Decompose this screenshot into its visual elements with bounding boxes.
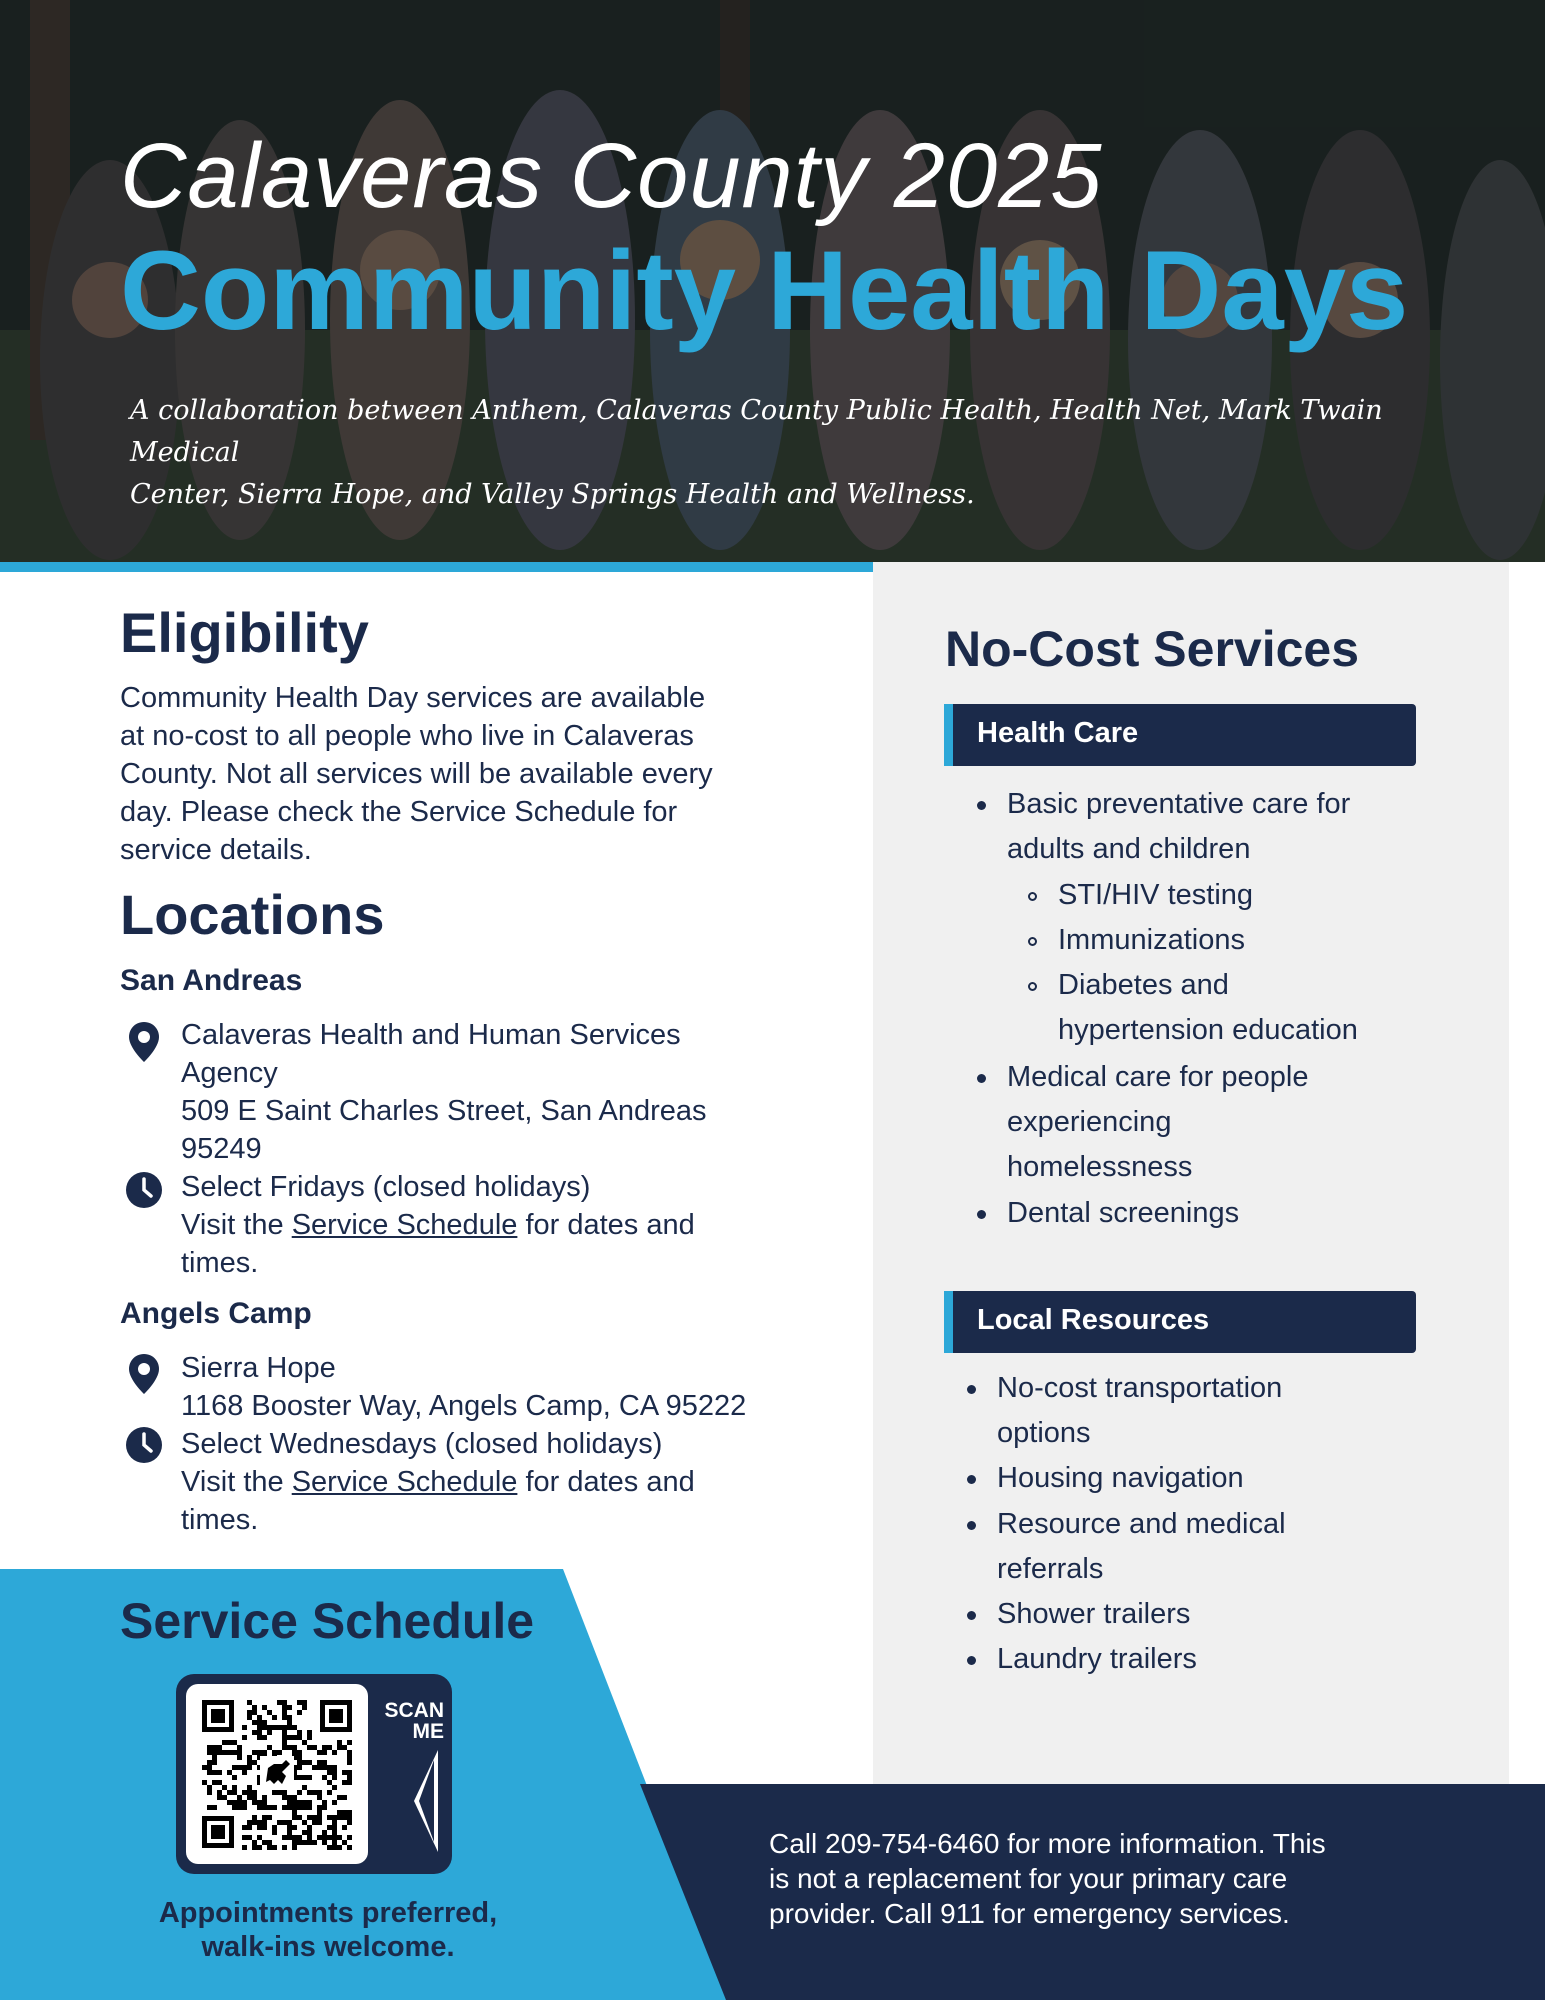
scan-me-label <box>372 1700 444 1742</box>
sub-bullet-icon <box>1028 982 1037 991</box>
address-line: 95249 <box>181 1133 262 1165</box>
scan-line2: ME <box>412 1720 444 1743</box>
visit-end: times. <box>181 1504 259 1536</box>
visit-schedule-line <box>181 1206 695 1244</box>
map-pin-icon <box>124 1352 164 1396</box>
visit-schedule-line <box>181 1463 695 1501</box>
service-item: Basic preventative care for <box>1007 788 1351 820</box>
appointments-line1: Appointments preferred, <box>158 1897 498 1929</box>
hero-subtitle <box>130 390 1430 516</box>
service-item: Medical care for people <box>1007 1061 1309 1093</box>
footer-line: is not a replacement for your primary care <box>769 1863 1288 1894</box>
sub-bullet-icon <box>1028 937 1037 946</box>
location-name-angels-camp: Angels Camp <box>120 1297 312 1330</box>
bullet-icon <box>977 1074 986 1083</box>
service-schedule-link[interactable]: Service Schedule <box>291 1209 518 1241</box>
qr-code-area <box>186 1684 368 1864</box>
hero-banner <box>0 0 1545 562</box>
service-schedule-link[interactable]: Service Schedule <box>291 1466 518 1498</box>
clock-icon <box>124 1168 164 1212</box>
address-line: Agency <box>181 1057 278 1089</box>
address-line: Sierra Hope <box>181 1352 336 1384</box>
arrow-left-icon <box>410 1746 442 1856</box>
resource-item: Laundry trailers <box>997 1643 1197 1675</box>
bullet-icon <box>967 1521 976 1530</box>
local-resources-label: Local Resources <box>977 1304 1210 1336</box>
eligibility-line: service details. <box>120 834 312 866</box>
visit-end: times. <box>181 1247 259 1279</box>
hero-title-line1: Calaveras County 2025 <box>120 125 1103 227</box>
health-care-label: Health Care <box>977 717 1139 749</box>
location-name-san-andreas: San Andreas <box>120 964 303 997</box>
bullet-icon <box>967 1475 976 1484</box>
qr-code <box>186 1684 368 1864</box>
resource-item: Housing navigation <box>997 1462 1244 1494</box>
bullet-icon <box>977 801 986 810</box>
locations-heading: Locations <box>120 883 385 946</box>
bullet-icon <box>967 1385 976 1394</box>
resource-item: Shower trailers <box>997 1598 1191 1630</box>
sub-service-item: STI/HIV testing <box>1058 879 1254 911</box>
schedule-text: Select Wednesdays (closed holidays) <box>181 1428 663 1460</box>
service-item-cont: homelessness <box>1007 1151 1193 1183</box>
sub-bullet-icon <box>1028 892 1037 901</box>
clock-icon <box>124 1423 164 1467</box>
eligibility-line: Community Health Day services are available <box>120 682 706 714</box>
hero-subtitle-line1: A collaboration between Anthem, Calaveras County Public Health, Health Net, Mark Twain Medical <box>130 395 1383 468</box>
service-item-cont: experiencing <box>1007 1106 1172 1138</box>
scan-line1: SCAN <box>384 1699 444 1722</box>
health-care-band <box>944 704 1416 766</box>
schedule-text: Select Fridays (closed holidays) <box>181 1171 591 1203</box>
visit-prefix: Visit the <box>181 1209 292 1241</box>
service-item-cont: adults and children <box>1007 833 1251 865</box>
address-line: 509 E Saint Charles Street, San Andreas <box>181 1095 707 1127</box>
map-pin-icon <box>124 1020 164 1064</box>
sub-service-item: Diabetes and <box>1058 969 1229 1001</box>
appointments-line2: walk-ins welcome. <box>201 1931 455 1963</box>
visit-suffix: for dates and <box>517 1209 695 1241</box>
eligibility-line: day. Please check the Service Schedule for <box>120 796 678 828</box>
eligibility-line: County. Not all services will be available every <box>120 758 713 790</box>
bullet-icon <box>967 1656 976 1665</box>
service-schedule-heading: Service Schedule <box>120 1593 535 1649</box>
no-cost-services-heading: No-Cost Services <box>945 621 1360 677</box>
hero-title-line2: Community Health Days <box>120 228 1409 353</box>
footer-line: Call 209-754-6460 for more information. This <box>769 1828 1326 1859</box>
visit-prefix: Visit the <box>181 1466 292 1498</box>
resource-item: Resource and medical <box>997 1508 1286 1540</box>
resource-item: No-cost transportation <box>997 1372 1283 1404</box>
address-line: Calaveras Health and Human Services <box>181 1019 681 1051</box>
appointments-note <box>100 1896 556 1964</box>
resource-item-cont: options <box>997 1417 1091 1449</box>
sub-service-item: Immunizations <box>1058 924 1245 956</box>
footer-line: provider. Call 911 for emergency services. <box>769 1898 1290 1929</box>
address-line: 1168 Booster Way, Angels Camp, CA 95222 <box>181 1390 747 1422</box>
service-item: Dental screenings <box>1007 1197 1240 1229</box>
footer-text <box>769 1826 1469 1931</box>
resource-item-cont: referrals <box>997 1553 1104 1585</box>
bullet-icon <box>977 1210 986 1219</box>
bullet-icon <box>967 1611 976 1620</box>
hero-subtitle-line2: Center, Sierra Hope, and Valley Springs Health and Wellness. <box>130 479 975 510</box>
eligibility-text <box>120 679 840 869</box>
visit-suffix: for dates and <box>517 1466 695 1498</box>
eligibility-heading: Eligibility <box>120 601 369 664</box>
qr-code-card[interactable] <box>176 1674 452 1874</box>
local-resources-band <box>944 1291 1416 1353</box>
sub-service-item-cont: hypertension education <box>1058 1014 1358 1046</box>
eligibility-line: at no-cost to all people who live in Calaveras <box>120 720 694 752</box>
